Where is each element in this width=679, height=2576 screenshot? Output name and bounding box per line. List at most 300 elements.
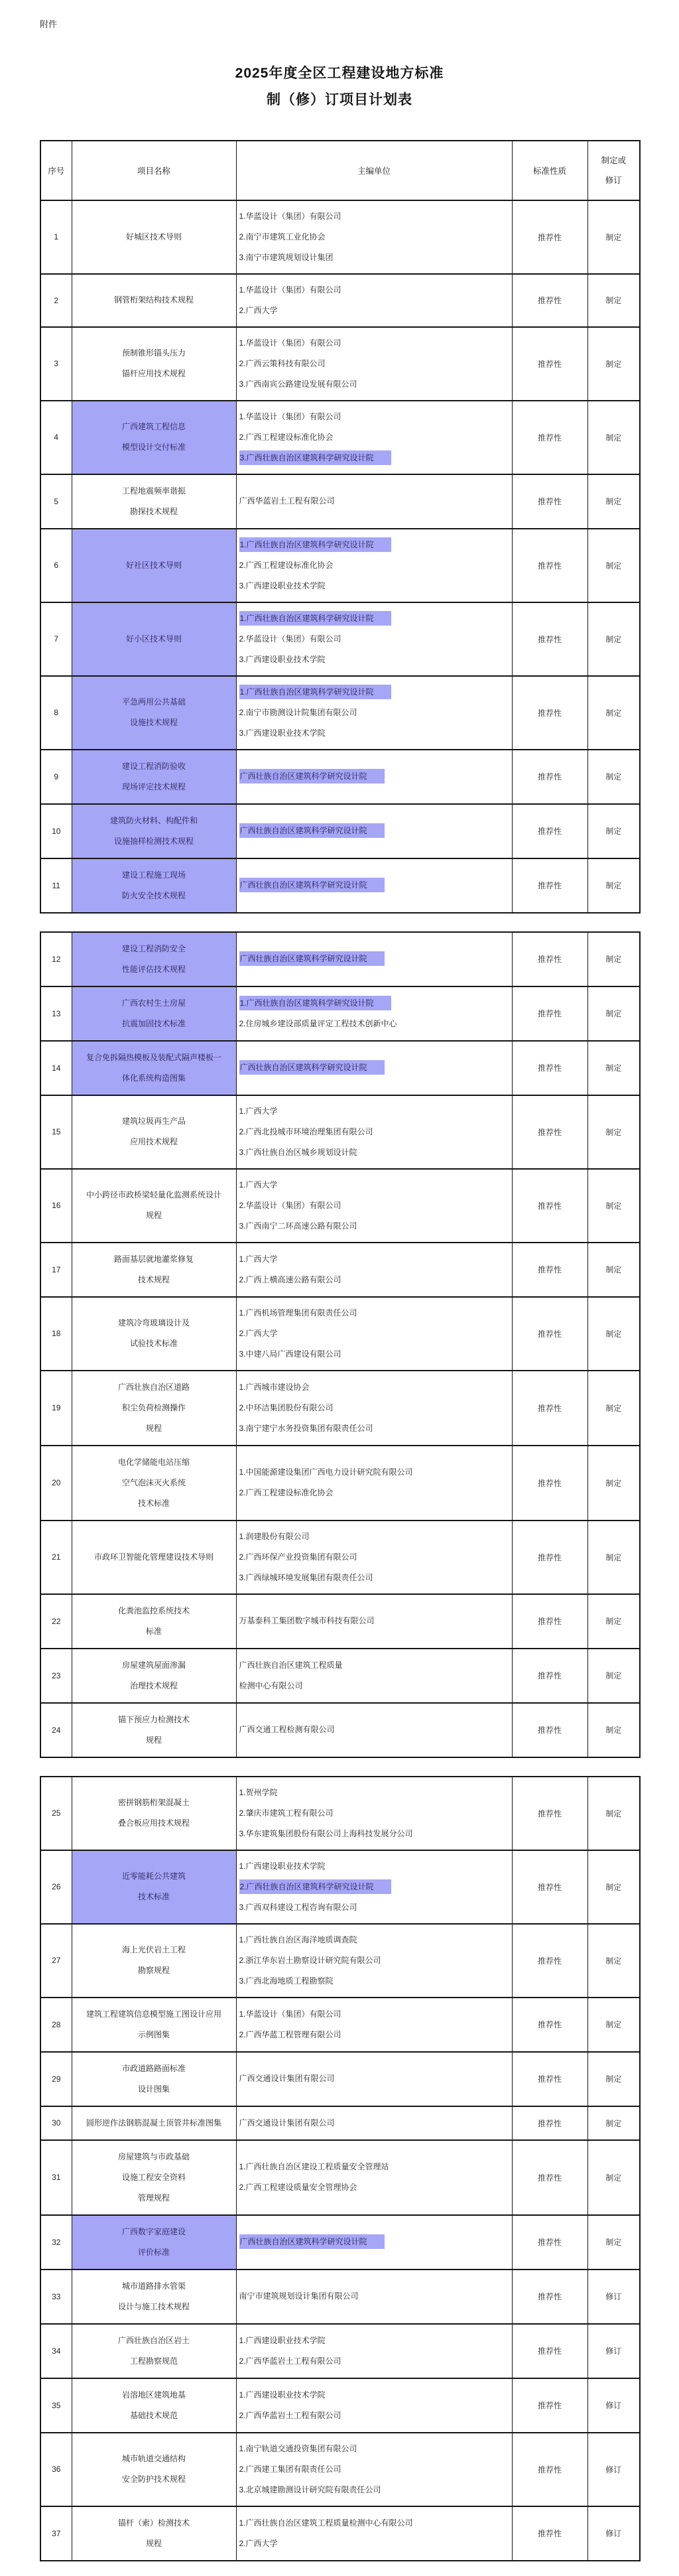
project-name-line: 好社区技术导则 xyxy=(125,560,182,570)
row-number: 24 xyxy=(40,1703,72,1757)
formulate-or-revise: 制定 xyxy=(587,676,640,750)
row-number: 13 xyxy=(40,986,72,1041)
project-name-line: 建设工程施工现场 xyxy=(121,870,186,880)
formulate-or-revise: 制定 xyxy=(587,474,640,529)
row-number: 14 xyxy=(40,1041,72,1095)
formulate-or-revise: 制定 xyxy=(587,1169,640,1243)
table-row xyxy=(40,2140,640,2215)
editor-unit-line xyxy=(239,2232,511,2252)
project-name-cell xyxy=(72,1777,236,1850)
standard-nature: 推荐性 xyxy=(512,2433,587,2506)
editor-units-cell xyxy=(236,327,512,401)
col-header-editor-unit: 主编单位 xyxy=(236,141,512,200)
editor-unit-line xyxy=(239,448,511,468)
project-name-line: 治理技术规程 xyxy=(129,1680,178,1690)
editor-units-cell xyxy=(236,2215,512,2270)
project-name-line: 勘察规程 xyxy=(137,1966,170,1976)
editor-units-cell xyxy=(236,401,512,474)
editor-unit-line: 广西交通设计集团有限公司 xyxy=(239,2118,335,2128)
project-name-cell xyxy=(72,1446,236,1521)
standard-nature: 推荐性 xyxy=(512,474,587,529)
standard-nature: 推荐性 xyxy=(512,1446,587,1521)
standard-nature: 推荐性 xyxy=(512,2140,587,2215)
row-number: 5 xyxy=(40,474,72,529)
project-name-line: 锚杆（索）检测技术 xyxy=(117,2518,190,2528)
project-name-cell xyxy=(72,1041,236,1095)
row-number: 2 xyxy=(40,274,72,327)
project-name-cell xyxy=(72,200,236,274)
project-name-line: 复合免拆隔热模板及装配式隔声楼板一 xyxy=(86,1052,221,1062)
formulate-or-revise: 制定 xyxy=(587,1041,640,1095)
editor-unit-line: 2.广西华蓝岩土工程有限公司 xyxy=(239,2410,341,2420)
standard-nature: 推荐性 xyxy=(512,2270,587,2324)
editor-unit-line: 3.广西南宁二环高速公路有限公司 xyxy=(239,1221,357,1231)
project-name-line: 路面基层就地灌浆修复 xyxy=(113,1254,194,1264)
editor-unit-line xyxy=(239,875,511,896)
project-name-cell xyxy=(72,1371,236,1446)
standard-nature: 推荐性 xyxy=(512,2052,587,2106)
editor-unit-line: 3.广西双科建设工程咨询有限公司 xyxy=(239,1902,357,1912)
formulate-or-revise: 制定 xyxy=(587,1095,640,1169)
row-number: 32 xyxy=(40,2215,72,2270)
table-row xyxy=(40,932,640,986)
formulate-or-revise: 制定 xyxy=(587,327,640,401)
table-row xyxy=(40,274,640,327)
row-number: 20 xyxy=(40,1446,72,1521)
editor-units-cell xyxy=(236,2140,512,2215)
table-row xyxy=(40,2270,640,2324)
row-number: 9 xyxy=(40,750,72,804)
row-number: 23 xyxy=(40,1649,72,1703)
standard-nature: 推荐性 xyxy=(512,602,587,676)
formulate-or-revise: 修订 xyxy=(587,2506,640,2561)
editor-unit-line: 万基泰科工集团数字城市科技有限公司 xyxy=(239,1616,375,1626)
row-number: 21 xyxy=(40,1521,72,1594)
editor-unit-line: 广西壮族自治区建筑工程质量 xyxy=(239,1660,343,1670)
table-row xyxy=(40,1243,640,1297)
editor-unit-line: 3.广西建设职业技术学院 xyxy=(239,580,326,590)
table-row xyxy=(40,804,640,858)
project-name-line: 建筑垃圾再生产品 xyxy=(121,1117,186,1126)
project-name-line: 设计与施工技术规程 xyxy=(117,2301,190,2311)
project-name-line: 工程地震频率谐振 xyxy=(121,486,186,496)
project-name-line: 技术标准 xyxy=(137,1892,170,1902)
row-number: 16 xyxy=(40,1169,72,1243)
editor-unit-line: 2.住房城乡建设部质量评定工程技术创新中心 xyxy=(239,1018,397,1028)
editor-units-cell xyxy=(236,1371,512,1446)
project-name-cell xyxy=(72,1095,236,1169)
editor-unit-line: 1.华蓝设计（集团）有限公司 xyxy=(239,2009,341,2019)
table-row xyxy=(40,2106,640,2140)
standard-nature: 推荐性 xyxy=(512,750,587,804)
editor-unit-line: 2.浙江华东岩土勘察设计研究院有限公司 xyxy=(239,1955,381,1965)
editor-units-cell xyxy=(236,2052,512,2106)
editor-unit-line xyxy=(239,949,511,969)
editor-unit-line: 广西交通设计集团有限公司 xyxy=(239,2074,335,2084)
table-row xyxy=(40,986,640,1041)
project-name-line: 市政道路路面标准 xyxy=(121,2063,186,2073)
table-row xyxy=(40,529,640,602)
editor-units-cell xyxy=(236,676,512,750)
editor-unit-line: 3.广西北海地质工程勘察院 xyxy=(239,1976,334,1986)
project-name-line: 规程 xyxy=(145,2538,162,2548)
formulate-or-revise: 制定 xyxy=(587,750,640,804)
project-name-cell xyxy=(72,2324,236,2378)
editor-units-cell xyxy=(236,2433,512,2506)
editor-unit-line: 2.广西环保产业投资集团有限公司 xyxy=(239,1552,357,1562)
editor-unit-highlight: 3.广西壮族自治区建筑科学研究设计院 xyxy=(239,450,391,465)
project-name-line: 现场评定技术规程 xyxy=(121,781,186,791)
standard-nature: 推荐性 xyxy=(512,1297,587,1371)
project-name-cell xyxy=(72,2378,236,2433)
project-name-line: 试验技术标准 xyxy=(129,1339,178,1349)
editor-unit-highlight: 广西壮族自治区建筑科学研究设计院 xyxy=(239,2234,385,2249)
editor-units-cell xyxy=(236,804,512,858)
editor-units-cell xyxy=(236,274,512,327)
editor-unit-highlight: 1.广西壮族自治区建筑科学研究设计院 xyxy=(239,996,391,1010)
table-row xyxy=(40,1371,640,1446)
formulate-or-revise: 制定 xyxy=(587,2140,640,2215)
standard-nature: 推荐性 xyxy=(512,1095,587,1169)
editor-unit-line: 2.广西华蓝工程管理有限公司 xyxy=(239,2029,341,2039)
table-row xyxy=(40,1446,640,1521)
row-number: 19 xyxy=(40,1371,72,1446)
project-name-line: 建设工程消防安全 xyxy=(121,943,186,953)
project-name-cell xyxy=(72,676,236,750)
project-name-cell xyxy=(72,2270,236,2324)
formulate-or-revise: 制定 xyxy=(587,401,640,474)
formulate-or-revise: 修订 xyxy=(587,2270,640,2324)
standard-nature: 推荐性 xyxy=(512,1371,587,1446)
row-number: 15 xyxy=(40,1095,72,1169)
table-row xyxy=(40,401,640,474)
editor-units-cell xyxy=(236,602,512,676)
project-name-line: 圆形逆作法钢筋混凝土顶管井标准图集 xyxy=(86,2118,221,2128)
standard-nature: 推荐性 xyxy=(512,858,587,913)
editor-unit-line: 1.广西壮族自治区海洋地质调查院 xyxy=(239,1934,357,1944)
standard-nature: 推荐性 xyxy=(512,1703,587,1757)
table-body-section-3 xyxy=(40,1777,640,2561)
formulate-or-revise: 制定 xyxy=(587,1924,640,1998)
editor-unit-line: 1.华蓝设计（集团）有限公司 xyxy=(239,285,341,295)
editor-unit-line: 1.广西建设职业技术学院 xyxy=(239,1861,326,1871)
editor-unit-line: 3.北京城建勘测设计研究院有限责任公司 xyxy=(239,2484,381,2494)
formulate-or-revise: 修订 xyxy=(587,2433,640,2506)
project-name-line: 锚下预应力检测技术 xyxy=(117,1714,190,1724)
editor-units-cell xyxy=(236,529,512,602)
standard-nature: 推荐性 xyxy=(512,2324,587,2378)
project-name-cell xyxy=(72,2052,236,2106)
editor-unit-line: 1.广西壮族自治区建设工程质量安全管理站 xyxy=(239,2162,389,2172)
table-body-section-2 xyxy=(40,932,640,1757)
page-title-line-2: 制（修）订项目计划表 xyxy=(267,92,412,107)
project-name-line: 岩溶地区建筑地基 xyxy=(121,2390,186,2400)
table-row xyxy=(40,1169,640,1243)
header-row xyxy=(40,141,640,200)
formulate-or-revise: 制定 xyxy=(587,200,640,274)
project-name-cell xyxy=(72,858,236,913)
standard-nature: 推荐性 xyxy=(512,1850,587,1924)
editor-unit-line: 2.广西建工集团有限责任公司 xyxy=(239,2464,341,2474)
row-number: 11 xyxy=(40,858,72,913)
row-number: 22 xyxy=(40,1594,72,1649)
formulate-or-revise: 修订 xyxy=(587,2378,640,2433)
table-row xyxy=(40,1924,640,1998)
editor-unit-line xyxy=(239,766,511,787)
editor-units-cell xyxy=(236,1924,512,1998)
editor-units-cell xyxy=(236,986,512,1041)
editor-unit-line: 1.广西壮族自治区建筑工程质量检测中心有限公司 xyxy=(239,2518,413,2528)
editor-units-cell xyxy=(236,2106,512,2140)
project-name-line: 城市道路排水管渠 xyxy=(121,2281,186,2291)
standard-nature: 推荐性 xyxy=(512,2506,587,2561)
formulate-or-revise: 制定 xyxy=(587,1371,640,1446)
project-name-cell xyxy=(72,1850,236,1924)
table-row xyxy=(40,2324,640,2378)
project-name-cell xyxy=(72,2506,236,2561)
project-name-line: 广西数字家庭建设 xyxy=(121,2226,186,2236)
row-number: 1 xyxy=(40,200,72,274)
page-title xyxy=(40,60,639,113)
standard-nature: 推荐性 xyxy=(512,804,587,858)
editor-units-cell xyxy=(236,1703,512,1757)
editor-unit-line: 1.润建股份有限公司 xyxy=(239,1531,310,1541)
project-name-cell xyxy=(72,2433,236,2506)
editor-unit-line: 2.广西工程建设质量安全管理协会 xyxy=(239,2183,357,2193)
table-row xyxy=(40,1095,640,1169)
formulate-or-revise: 制定 xyxy=(587,1649,640,1703)
editor-unit-line: 1.华蓝设计（集团）有限公司 xyxy=(239,411,341,421)
editor-units-cell xyxy=(236,1297,512,1371)
row-number: 33 xyxy=(40,2270,72,2324)
project-name-line: 模型设计交付标准 xyxy=(121,442,186,452)
project-name-line: 空气泡沫灭火系统 xyxy=(121,1477,186,1487)
project-name-line: 体化系统构造图集 xyxy=(121,1073,186,1083)
table-row xyxy=(40,1297,640,1371)
editor-unit-line: 3.中建八局广西建设有限公司 xyxy=(239,1349,341,1359)
standard-nature: 推荐性 xyxy=(512,1649,587,1703)
project-name-line: 积尘负荷检测操作 xyxy=(121,1402,186,1412)
table-row xyxy=(40,1521,640,1594)
table-row xyxy=(40,676,640,750)
row-number: 31 xyxy=(40,2140,72,2215)
project-name-line: 建筑工程建筑信息模型施工图设计应用 xyxy=(86,2009,221,2019)
project-name-line: 叠合板应用技术规程 xyxy=(117,1818,190,1828)
standard-nature: 推荐性 xyxy=(512,401,587,474)
row-number: 25 xyxy=(40,1777,72,1850)
project-name-line: 中小跨径市政桥梁轻量化监测系统设计 xyxy=(86,1190,221,1200)
formulate-or-revise: 制定 xyxy=(587,1243,640,1297)
project-name-cell xyxy=(72,1594,236,1649)
editor-unit-line: 1.广西机场管理集团有限责任公司 xyxy=(239,1308,357,1318)
col-header-no: 序号 xyxy=(40,141,72,200)
project-name-cell xyxy=(72,932,236,986)
editor-units-cell xyxy=(236,2270,512,2324)
project-name-line: 基础技术规范 xyxy=(129,2410,178,2420)
editor-units-cell xyxy=(236,1521,512,1594)
row-number: 26 xyxy=(40,1850,72,1924)
project-name-cell xyxy=(72,1243,236,1297)
editor-units-cell xyxy=(236,1850,512,1924)
table-row xyxy=(40,327,640,401)
editor-unit-line xyxy=(239,608,511,629)
formulate-or-revise: 制定 xyxy=(587,529,640,602)
table-row xyxy=(40,1594,640,1649)
standard-nature: 推荐性 xyxy=(512,1924,587,1998)
editor-unit-line: 2.广西华蓝岩土工程有限公司 xyxy=(239,2356,341,2366)
standards-table-section-1 xyxy=(40,140,641,914)
editor-unit-line xyxy=(239,1057,511,1078)
row-number: 36 xyxy=(40,2433,72,2506)
project-name-line: 市政环卫智能化管理建设技术导则 xyxy=(93,1552,214,1562)
editor-units-cell xyxy=(236,1777,512,1850)
project-name-line: 预制锥形锚头压力 xyxy=(121,348,186,358)
standard-nature: 推荐性 xyxy=(512,1041,587,1095)
row-number: 10 xyxy=(40,804,72,858)
table-row xyxy=(40,1850,640,1924)
row-number: 35 xyxy=(40,2378,72,2433)
standard-nature: 推荐性 xyxy=(512,1998,587,2052)
col-header-formulate-or-revise xyxy=(587,141,640,200)
project-name-line: 设施抽样检测技术规程 xyxy=(113,836,194,846)
row-number: 8 xyxy=(40,676,72,750)
standard-nature: 推荐性 xyxy=(512,2215,587,2270)
project-name-line: 性能评估技术规程 xyxy=(121,964,186,974)
formulate-or-revise: 制定 xyxy=(587,1998,640,2052)
project-name-line: 广西建筑工程信息 xyxy=(121,422,186,432)
editor-unit-line: 广西交通工程检测有限公司 xyxy=(239,1725,335,1735)
standards-table-section-2 xyxy=(40,931,641,1758)
editor-units-cell xyxy=(236,858,512,913)
project-name-line: 密拼钢筋桁架混凝土 xyxy=(117,1798,190,1808)
project-name-line: 防火安全技术规程 xyxy=(121,890,186,900)
row-number: 34 xyxy=(40,2324,72,2378)
formulate-or-revise: 制定 xyxy=(587,932,640,986)
table-body-section-1 xyxy=(40,200,640,913)
editor-units-cell xyxy=(236,2506,512,2561)
row-number: 4 xyxy=(40,401,72,474)
project-name-cell xyxy=(72,1998,236,2052)
editor-unit-line: 2.中环洁集团股份有限公司 xyxy=(239,1402,334,1412)
formulate-or-revise: 制定 xyxy=(587,2215,640,2270)
project-name-cell xyxy=(72,804,236,858)
project-name-cell xyxy=(72,750,236,804)
project-name-line: 广西农村生土房屋 xyxy=(121,998,186,1008)
table-row xyxy=(40,2378,640,2433)
editor-unit-line xyxy=(239,821,511,841)
row-number: 12 xyxy=(40,932,72,986)
table-row xyxy=(40,858,640,913)
standard-nature: 推荐性 xyxy=(512,1521,587,1594)
editor-unit-line: 1.华蓝设计（集团）有限公司 xyxy=(239,211,341,221)
row-number: 6 xyxy=(40,529,72,602)
project-name-line: 安全防护技术规程 xyxy=(121,2474,186,2484)
editor-unit-line: 2.广西大学 xyxy=(239,305,278,315)
editor-unit-line: 1.贺州学院 xyxy=(239,1787,278,1797)
editor-unit-line: 2.广西大学 xyxy=(239,2538,278,2548)
standard-nature: 推荐性 xyxy=(512,2378,587,2433)
project-name-line: 勘探技术规程 xyxy=(129,506,178,516)
project-name-line: 规程 xyxy=(145,1735,162,1745)
standard-nature: 推荐性 xyxy=(512,1169,587,1243)
editor-unit-line: 2.南宁市建筑工业化协会 xyxy=(239,232,326,241)
formulate-or-revise: 制定 xyxy=(587,986,640,1041)
editor-unit-line: 2.广西工程建设标准化协会 xyxy=(239,560,334,570)
project-name-line: 建设工程消防验收 xyxy=(121,761,186,771)
attachment-label: 附件 xyxy=(40,19,58,29)
row-number: 7 xyxy=(40,602,72,676)
project-name-line: 示例图集 xyxy=(137,2029,170,2039)
project-name-cell xyxy=(72,1924,236,1998)
table-row xyxy=(40,2506,640,2561)
project-name-cell xyxy=(72,2106,236,2140)
editor-unit-highlight: 广西壮族自治区建筑科学研究设计院 xyxy=(239,769,385,783)
project-name-line: 技术规程 xyxy=(137,1274,170,1284)
project-name-cell xyxy=(72,1169,236,1243)
project-name-line: 城市轨道交通结构 xyxy=(121,2454,186,2464)
row-number: 3 xyxy=(40,327,72,401)
table-row xyxy=(40,2433,640,2506)
editor-unit-line: 1.华蓝设计（集团）有限公司 xyxy=(239,338,341,348)
table-row xyxy=(40,2215,640,2270)
standard-nature: 推荐性 xyxy=(512,1594,587,1649)
table-row xyxy=(40,200,640,274)
project-name-cell xyxy=(72,327,236,401)
editor-unit-line: 1.南宁轨道交通投资集团有限公司 xyxy=(239,2443,357,2453)
table-row xyxy=(40,1649,640,1703)
editor-units-cell xyxy=(236,200,512,274)
editor-unit-line: 广西华蓝岩土工程有限公司 xyxy=(239,496,335,506)
row-number: 28 xyxy=(40,1998,72,2052)
standard-nature: 推荐性 xyxy=(512,1777,587,1850)
standards-table-section-3 xyxy=(40,1776,641,2561)
page-title-line-1: 2025年度全区工程建设地方标准 xyxy=(235,66,444,81)
editor-unit-line: 1.广西大学 xyxy=(239,1106,278,1116)
project-name-cell xyxy=(72,529,236,602)
project-name-line: 工程勘察规范 xyxy=(129,2356,178,2366)
project-name-line: 管理规程 xyxy=(137,2193,170,2203)
editor-units-cell xyxy=(236,1169,512,1243)
project-name-line: 平急两用公共基础 xyxy=(121,697,186,707)
row-number: 30 xyxy=(40,2106,72,2140)
formulate-or-revise: 制定 xyxy=(587,274,640,327)
editor-unit-line: 南宁市建筑规划设计集团有限公司 xyxy=(239,2291,359,2301)
project-name-line: 电化学储能电站压缩 xyxy=(117,1457,190,1467)
project-name-line: 好小区技术导则 xyxy=(125,634,182,644)
editor-units-cell xyxy=(236,2324,512,2378)
editor-units-cell xyxy=(236,1095,512,1169)
project-name-line: 设计图集 xyxy=(137,2084,170,2094)
editor-unit-line: 2.华蓝设计（集团）有限公司 xyxy=(239,634,341,644)
standard-nature: 推荐性 xyxy=(512,932,587,986)
project-name-line: 近零能耗公共建筑 xyxy=(121,1871,186,1881)
project-name-cell xyxy=(72,1521,236,1594)
editor-units-cell xyxy=(236,1446,512,1521)
table-header xyxy=(40,141,640,200)
editor-unit-line: 2.广西工程建设标准化协会 xyxy=(239,1488,334,1498)
editor-unit-line: 2.广西北投城市环境治理集团有限公司 xyxy=(239,1126,373,1136)
editor-unit-line: 2.广西上横高速公路有限公司 xyxy=(239,1274,341,1284)
project-name-line: 建筑冷弯玻璃设计及 xyxy=(117,1318,190,1328)
editor-unit-line xyxy=(239,1877,511,1897)
project-name-cell xyxy=(72,986,236,1041)
formulate-or-revise: 制定 xyxy=(587,1521,640,1594)
col-header-project-name: 项目名称 xyxy=(72,141,236,200)
project-name-line: 抗震加固技术标准 xyxy=(121,1018,186,1028)
project-name-line: 广西壮族自治区道路 xyxy=(117,1382,190,1392)
row-number: 18 xyxy=(40,1297,72,1371)
editor-unit-line: 检测中心有限公司 xyxy=(239,1680,303,1690)
